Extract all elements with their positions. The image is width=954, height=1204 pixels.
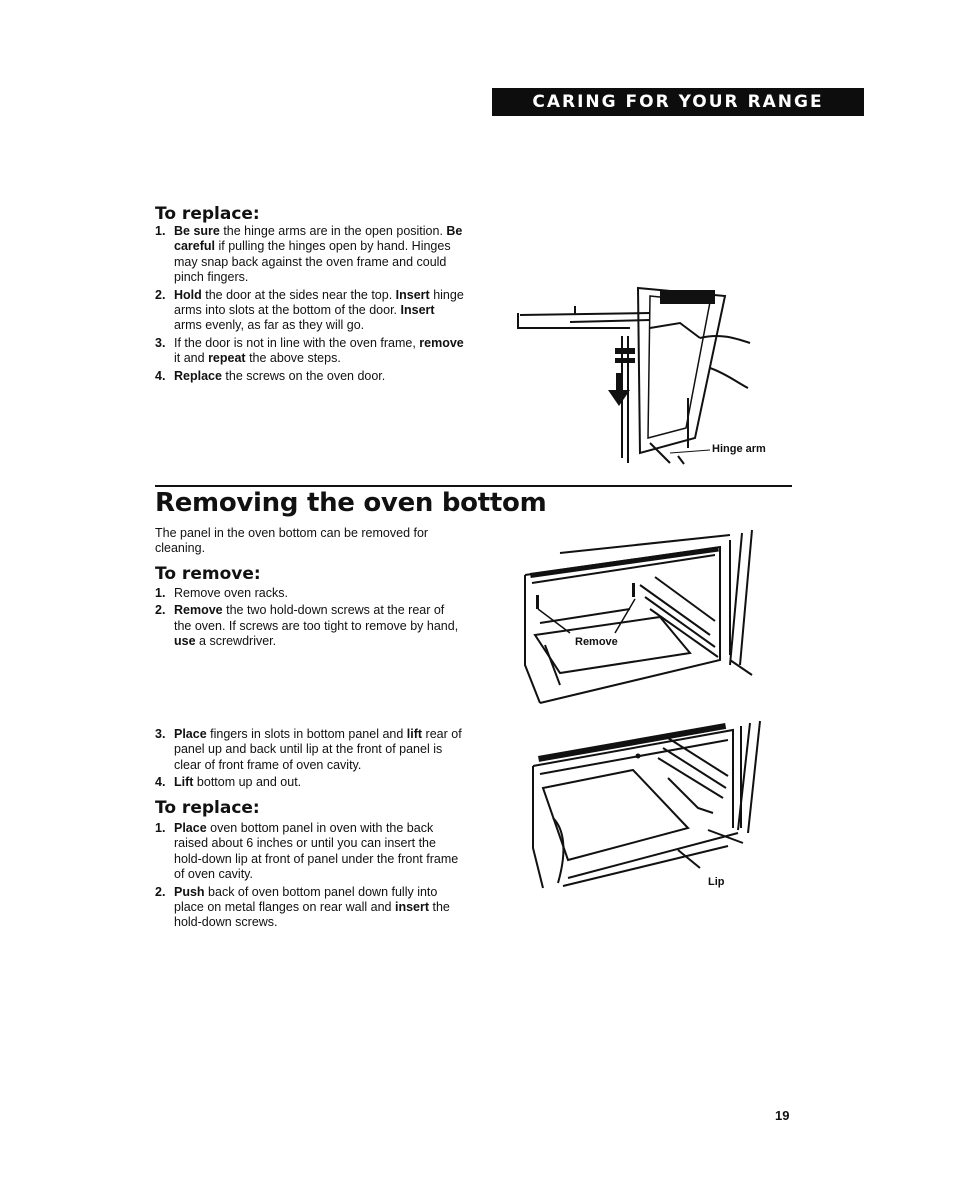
replace-bottom-steps [155, 821, 465, 933]
list-item: 2. Remove the two hold-down screws at the rear of the oven. If screws are too tight to remove by hand, use a screwdriver. [155, 603, 459, 649]
remove-figure-label: Remove [575, 636, 618, 648]
replace-bottom-heading: To replace: [155, 798, 260, 818]
remove-steps-b [155, 727, 465, 793]
list-item: 4. Replace the screws on the oven door. [155, 368, 386, 383]
oven-replace-illustration [528, 718, 768, 893]
oven-remove-illustration [520, 525, 765, 705]
replace-door-heading: To replace: [155, 204, 260, 224]
list-item: 2. Push back of oven bottom panel down fully into place on metal flanges on rear wall and insert the hold-down screws. [155, 884, 450, 930]
oven-bottom-intro: The panel in the oven bottom can be removed for cleaning. [155, 526, 429, 556]
section-divider [155, 485, 792, 487]
list-item: 3. If the door is not in line with the oven frame, remove it and repeat the above steps. [155, 335, 464, 366]
replace-door-steps [155, 224, 465, 386]
list-item: 1. Remove oven racks. [155, 586, 288, 600]
section-banner: CARING FOR YOUR RANGE [492, 88, 864, 116]
lip-label: Lip [708, 876, 725, 888]
page-number: 19 [775, 1108, 790, 1123]
remove-steps-a [155, 586, 465, 652]
list-item: 4. Lift bottom up and out. [155, 775, 302, 790]
list-item: 2. Hold the door at the sides near the top. Insert hinge arms into slots at the bottom of the door. Insert arms evenly, as far as they will go. [155, 287, 464, 333]
list-item: 3. Place fingers in slots in bottom panel and lift rear of panel up and back until lip at the front of panel is clear of front frame of oven cavity. [155, 727, 462, 772]
list-item: 1. Place oven bottom panel in oven with the back raised about 6 inches or until you can insert the hold-down lip at front of panel under the front frame of oven cavity. [155, 821, 459, 882]
hinge-arm-label: Hinge arm [712, 443, 766, 455]
list-item: 1. Be sure the hinge arms are in the open position. Be careful if pulling the hinges open by hand. Hinges may snap back against the oven frame and could pinch fingers. [155, 224, 463, 285]
oven-bottom-title: Removing the oven bottom [155, 488, 547, 518]
remove-heading: To remove: [155, 564, 261, 584]
